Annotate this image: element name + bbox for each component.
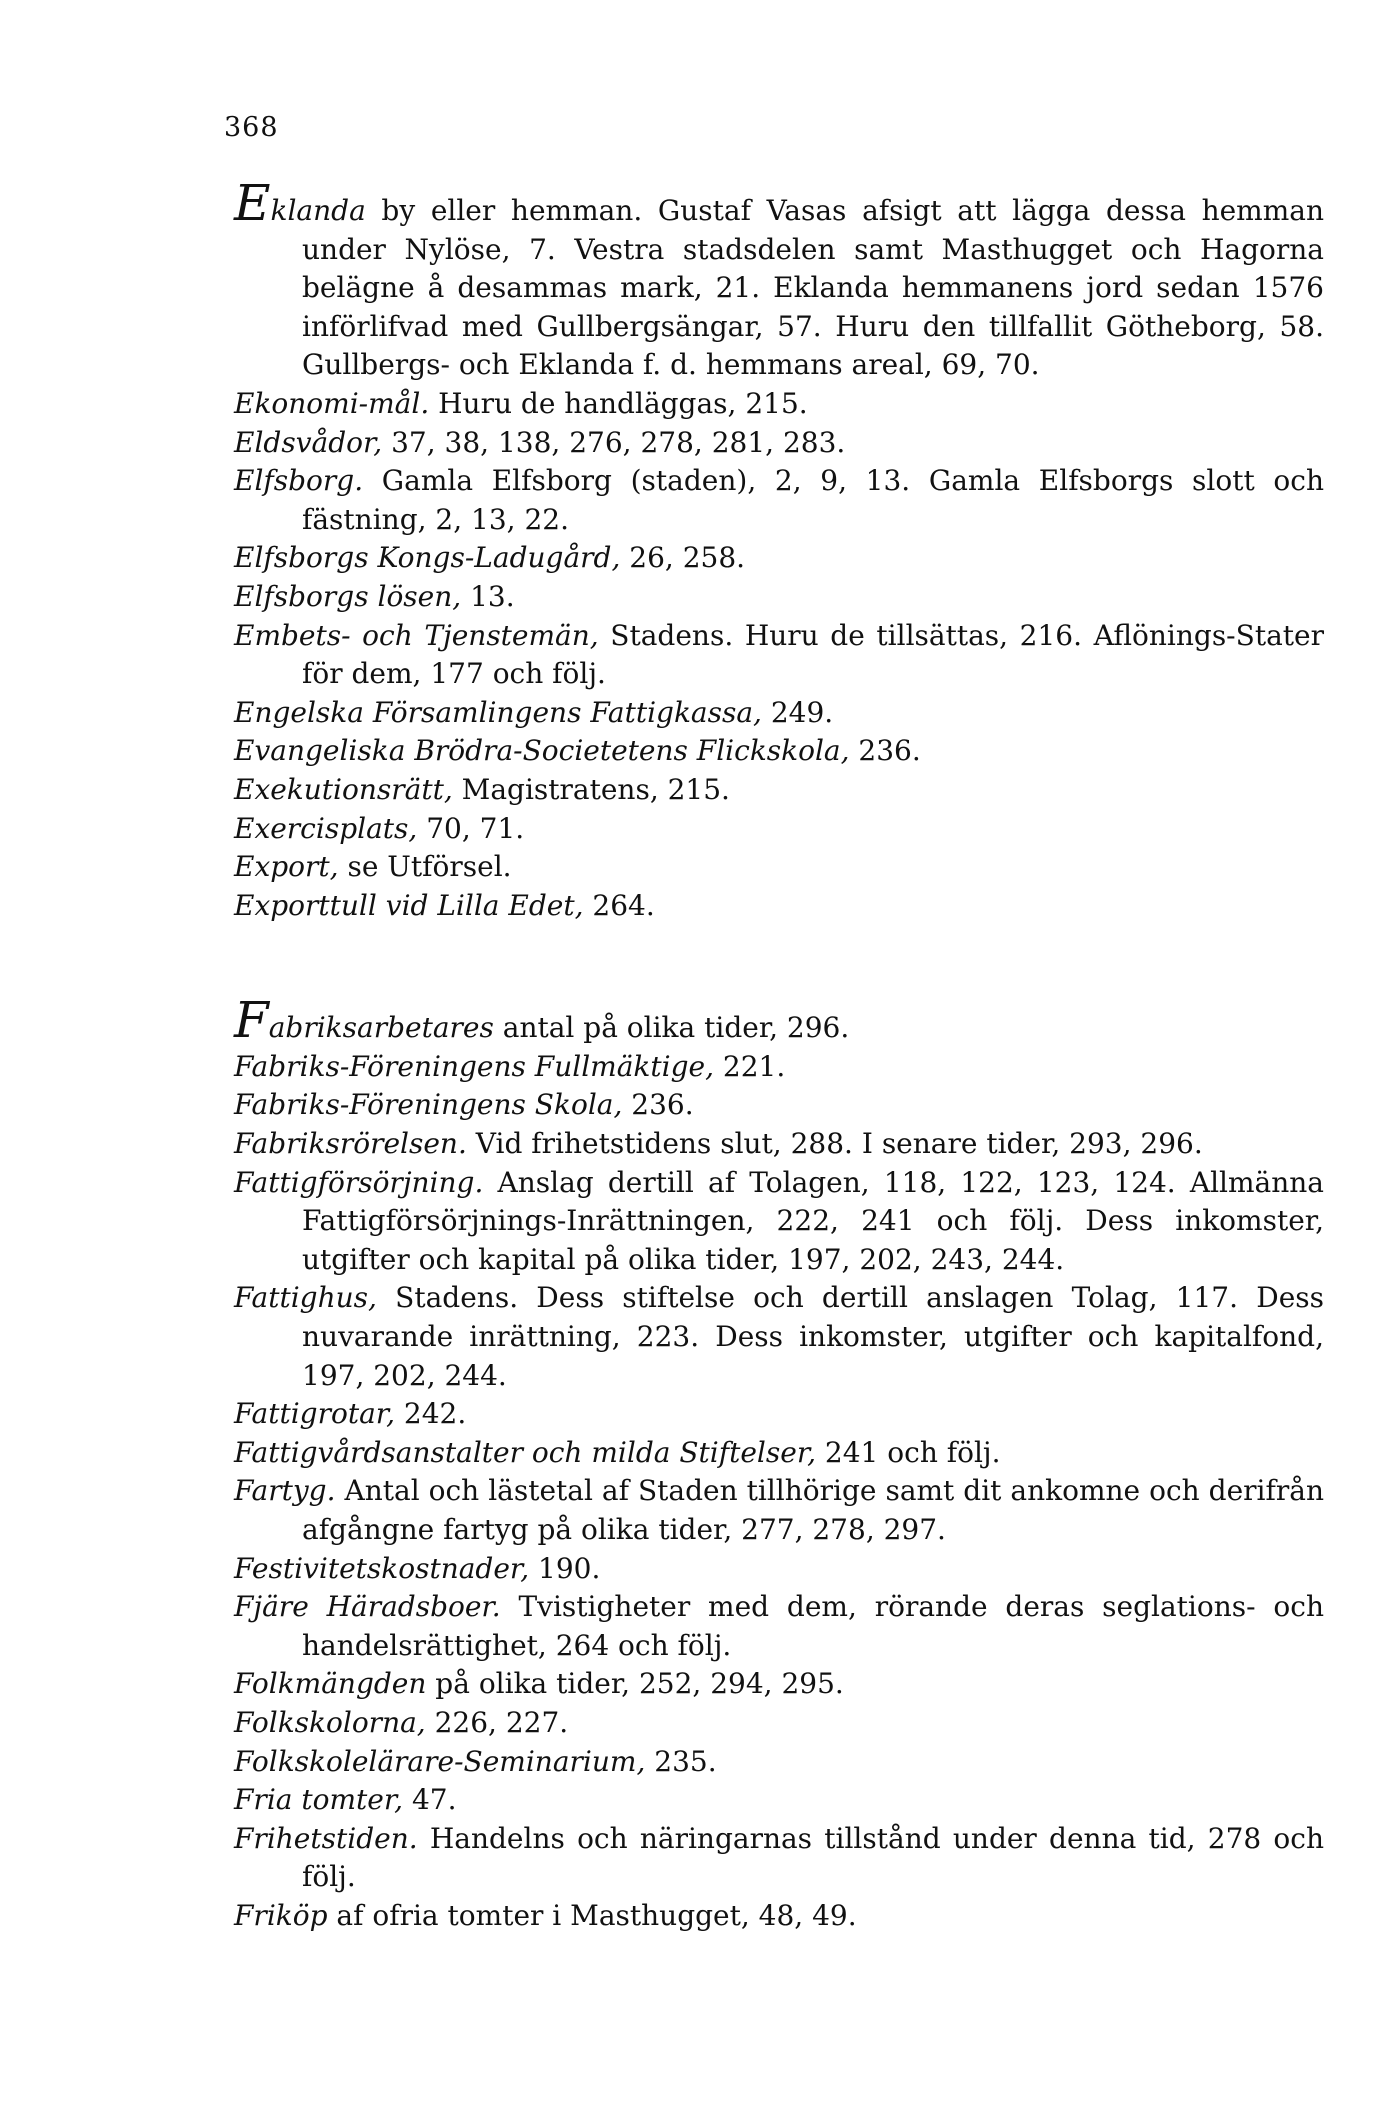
- entry-heading: abriksarbetares: [268, 1011, 494, 1045]
- entry-heading: Fattigvårdsanstalter och milda Stiftelser,: [234, 1435, 817, 1469]
- index-entry: [234, 1897, 1324, 1936]
- index-entry: [234, 887, 1324, 926]
- entry-heading: klanda: [270, 194, 366, 227]
- entry-heading: Fabriks-Föreningens Fullmäktige,: [234, 1049, 714, 1083]
- index-entry: [234, 1704, 1324, 1743]
- entry-heading: Folkmängden: [234, 1667, 427, 1701]
- index-entry: [234, 617, 1324, 694]
- entry-text: 242.: [395, 1397, 467, 1431]
- index-entry: [234, 732, 1324, 771]
- index-section-f: [234, 991, 1325, 1935]
- index-entry: [234, 1820, 1324, 1897]
- entry-text: Stadens. Huru de tillsättas, 216. Aflönings-Stater för dem, 177 och följ.: [302, 618, 1324, 691]
- entry-text: antal på olika tider, 296.: [493, 1011, 850, 1045]
- entry-heading: Folkskolelärare-Seminarium,: [234, 1744, 646, 1778]
- entry-heading: Evangeliska Brödra-Societetens Flickskola,: [234, 734, 850, 768]
- entry-heading: Fartyg.: [234, 1474, 336, 1508]
- index-entry: [234, 424, 1324, 463]
- entry-text: 264.: [583, 888, 655, 922]
- entry-heading: Fabriksrörelsen.: [234, 1127, 467, 1161]
- entry-heading: Ekonomi-mål.: [234, 386, 430, 420]
- index-entry: [234, 848, 1324, 887]
- entry-text: 221.: [714, 1049, 786, 1083]
- index-entry: [234, 1781, 1324, 1820]
- index-entry: [234, 1550, 1324, 1589]
- entry-heading: Elfsborgs lösen,: [234, 579, 462, 613]
- index-entry: [234, 1395, 1324, 1434]
- entry-heading: Exercisplats,: [234, 811, 418, 845]
- index-entry: [234, 174, 1324, 385]
- index-entry: [234, 462, 1324, 539]
- entry-heading: Fjäre Häradsboer.: [234, 1590, 501, 1624]
- entry-heading: Festivitetskostnader,: [234, 1551, 530, 1585]
- entry-text: Tvistigheter med dem, rörande deras seglations- och handelsrättighet, 264 och följ.: [302, 1590, 1325, 1662]
- index-entry: [234, 810, 1324, 849]
- index-entry: [234, 1665, 1324, 1704]
- entry-text: 47.: [403, 1783, 457, 1817]
- index-entry: [234, 1279, 1324, 1395]
- entry-text: 249.: [761, 695, 834, 729]
- entry-heading: Engelska Församlingens Fattigkassa,: [234, 695, 762, 729]
- entry-text: 70, 71.: [417, 811, 525, 845]
- entry-heading: Exporttull vid Lilla Edet,: [234, 888, 584, 922]
- entry-text: 37, 38, 138, 276, 278, 281, 283.: [382, 425, 846, 459]
- index-entry: [234, 1743, 1324, 1782]
- entry-heading: Eldsvådor,: [234, 425, 383, 459]
- entry-text: 13.: [461, 579, 515, 613]
- entry-text: 235.: [645, 1744, 717, 1778]
- entry-heading: Friköp: [234, 1898, 328, 1932]
- index-entry: [234, 1086, 1324, 1125]
- index-entry: [234, 1472, 1324, 1549]
- entry-text: Huru de handläggas, 215.: [429, 386, 808, 420]
- entry-heading: Embets- och Tjenstemän,: [234, 618, 599, 652]
- entry-text: Vid frihetstidens slut, 288. I senare tider, 293, 296.: [466, 1127, 1203, 1161]
- entry-heading: Exekutionsrätt,: [234, 772, 453, 806]
- entry-heading: Fria tomter,: [234, 1783, 404, 1817]
- entry-text: Anslag dertill af Tolagen, 118, 122, 123, 124. Allmänna Fattigförsörjnings-Inrättningen, 222, 241 och följ. Dess inkomster, utgifter och kapital på olika tider, 197, 202, 243, 244.: [302, 1165, 1324, 1276]
- index-entry: [234, 1048, 1324, 1087]
- entry-text: 226, 227.: [425, 1705, 569, 1739]
- index-entry: [234, 1434, 1324, 1473]
- entry-heading: Fattigförsörjning.: [234, 1165, 484, 1199]
- entry-text: 190.: [529, 1551, 601, 1585]
- entry-text: 236.: [849, 734, 921, 768]
- index-entry: [234, 578, 1324, 617]
- index-entry: [234, 1588, 1324, 1665]
- initial-letter: E: [234, 174, 271, 232]
- index-entry: [234, 694, 1324, 733]
- entry-heading: Fattigrotar,: [234, 1397, 395, 1431]
- entry-text: 236.: [622, 1088, 694, 1122]
- entry-heading: Elfsborgs Kongs-Ladugård,: [234, 541, 621, 575]
- initial-letter: F: [234, 991, 269, 1050]
- entry-text: 241 och följ.: [816, 1435, 1001, 1469]
- section-gap: [234, 925, 1324, 1005]
- index-entry: [234, 385, 1324, 424]
- index-list: [234, 174, 1325, 1936]
- entry-heading: Fattighus,: [234, 1281, 377, 1315]
- entry-text: på olika tider, 252, 294, 295.: [426, 1667, 844, 1701]
- entry-text: Antal och lästetal af Staden tillhörige samt dit ankomne och derifrån afgångne fartyg på olika tider, 277, 278, 297.: [302, 1474, 1324, 1546]
- entry-text: se Utförsel.: [338, 850, 512, 884]
- index-entry: [234, 1164, 1324, 1280]
- entry-text: af ofria tomter i Masthugget, 48, 49.: [327, 1898, 857, 1932]
- index-entry: [234, 771, 1324, 810]
- index-entry: [234, 991, 1324, 1050]
- entry-heading: Export,: [234, 850, 339, 884]
- index-entry: [234, 539, 1324, 578]
- entry-heading: Fabriks-Föreningens Skola,: [234, 1088, 623, 1122]
- entry-text: Magistratens, 215.: [452, 772, 730, 806]
- entry-text: Gamla Elfsborg (staden), 2, 9, 13. Gamla Elfsborgs slott och fästning, 2, 13, 22.: [302, 464, 1324, 536]
- page-number: 368: [224, 112, 279, 143]
- entry-text: Handelns och näringarnas tillstånd under denna tid, 278 och följ.: [302, 1821, 1324, 1894]
- index-entry: [234, 1125, 1324, 1164]
- entry-heading: Folkskolorna,: [234, 1705, 426, 1739]
- entry-text: by eller hemman. Gustaf Vasas afsigt att lägga dessa hemman under Nylöse, 7. Vestra stadsdelen samt Masthugget och Hagorna belägne å desammas mark, 21. Eklanda hemmanens jord sedan 1576 införlifvad med Gullbergsängar, 57. Huru den tillfallit Götheborg, 58. Gullbergs- och Eklanda f. d. hemmans areal, 69, 70.: [302, 194, 1324, 382]
- entry-heading: Frihetstiden.: [234, 1821, 418, 1855]
- entry-text: Stadens. Dess stiftelse och dertill anslagen Tolag, 117. Dess nuvarande inrättning, 223. Dess inkomster, utgifter och kapitalfond, 197, 202, 244.: [302, 1281, 1324, 1392]
- entry-heading: Elfsborg.: [234, 464, 364, 498]
- index-section-e: [234, 174, 1324, 925]
- entry-text: 26, 258.: [620, 541, 746, 575]
